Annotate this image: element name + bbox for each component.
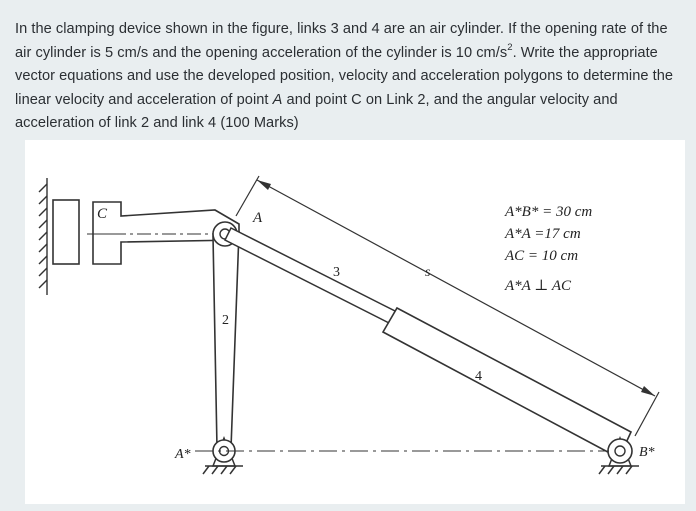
link-4-cylinder <box>383 308 631 458</box>
label-link-3: 3 <box>333 265 340 280</box>
left-ground-wall <box>39 178 47 295</box>
dim-line-4: A*A ⊥ AC <box>505 278 572 294</box>
label-b-star: B* <box>639 445 655 460</box>
dim-line-1: A*B* = 30 cm <box>505 204 593 220</box>
point-a-italic: A <box>272 91 283 108</box>
dimension-arrow-start <box>257 180 271 190</box>
squared-superscript: 2 <box>507 41 513 53</box>
question-part-2: . Write the appropriate vector equations and use the developed position, velocity and acceleration polygons to determine the linear velocity and acceleration of point <box>15 44 674 108</box>
label-a-star: A* <box>175 447 191 462</box>
mechanism-figure <box>25 140 685 504</box>
dimension-arrow-end <box>641 386 655 396</box>
dim-line-2: A*A =17 cm <box>505 226 581 242</box>
question-text <box>15 18 687 136</box>
dim-line-3: AC = 10 cm <box>505 248 579 264</box>
workpiece-block <box>53 200 79 264</box>
question-part-1: In the clamping device shown in the figure, links 3 and 4 are an air cylinder. If the opening rate of the air cylinder is 5 cm/s and the opening acceleration of the cylinder is 10 cm/s <box>15 21 668 61</box>
dimension-s <box>236 176 659 436</box>
dimension-text-block <box>504 204 592 294</box>
mechanism-diagram <box>25 140 685 504</box>
link-2-bar <box>213 232 239 448</box>
label-s: s <box>425 265 431 280</box>
question-part-3: and point C on Link 2, and the angular velocity and acceleration of link 2 and link 4 (100 Marks) <box>15 91 618 132</box>
label-c: C <box>97 206 108 222</box>
label-link-2: 2 <box>222 313 229 328</box>
label-link-4: 4 <box>475 369 482 384</box>
label-a: A <box>253 210 263 226</box>
pivot-b-star-inner <box>615 446 625 456</box>
